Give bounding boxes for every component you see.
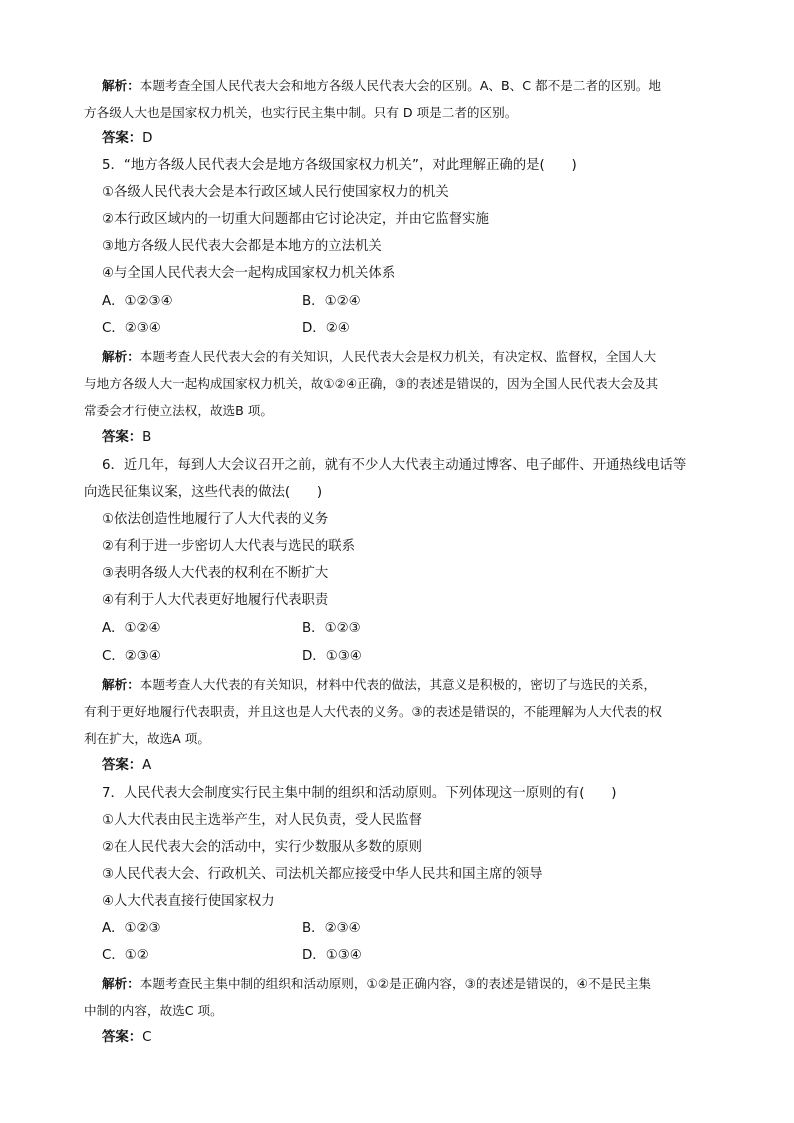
q5-option-a: A．①②③④ — [102, 294, 173, 309]
q7-explanation-line-1: 解析：本题考查民主集中制的组织和活动原则，①②是正确内容，③的表述是错误的，④不是民主集 — [102, 976, 651, 991]
q4-explanation-label: 解析： — [102, 78, 140, 93]
q7-answer-value: C — [142, 1030, 152, 1045]
q5-option-c: C．②③④ — [102, 321, 161, 336]
q7-option-a: A．①②③ — [102, 921, 161, 936]
q6-item-1: ①依法创造性地履行了人大代表的义务 — [102, 512, 329, 527]
q6-answer-label: 答案： — [102, 758, 143, 773]
q7-option-d: D．①③④ — [302, 948, 362, 963]
q5-explanation-label: 解析： — [102, 349, 140, 364]
q5-option-b: B．①②④ — [302, 294, 361, 309]
q7-stem: 7．人民代表大会制度实行民主集中制的组织和活动原则。下列体现这一原则的有( ) — [102, 786, 617, 801]
q6-explanation-line-2: 有利于更好地履行代表职责，并且这也是人大代表的义务。③的表述是错误的，不能理解为人大代表的权 — [84, 704, 663, 719]
q4-answer-label: 答案： — [102, 131, 143, 146]
q7-item-4: ④人大代表直接行使国家权力 — [102, 894, 275, 909]
q4-answer-value: D — [142, 131, 153, 146]
q5-option-d: D．②④ — [302, 321, 350, 336]
q7-item-3: ③人民代表大会、行政机关、司法机关都应接受中华人民共和国主席的领导 — [102, 867, 543, 882]
q6-item-2: ②有利于进一步密切人大代表与选民的联系 — [102, 539, 356, 554]
q6-explanation-line-1: 解析：本题考查人大代表的有关知识，材料中代表的做法，其意义是积极的，密切了与选民的关系， — [102, 677, 657, 692]
q6-answer — [102, 757, 151, 775]
q4-explanation-line-1: 解析：本题考查全国人民代表大会和地方各级人民代表大会的区别。A、B、C 都不是二者的区别。地 — [102, 78, 661, 93]
q5-item-3: ③地方各级人民代表大会都是本地方的立法机关 — [102, 239, 382, 254]
q6-explanation-line-3: 利在扩大，故选A 项。 — [84, 731, 210, 746]
q5-answer-value: B — [142, 430, 152, 445]
q4-explanation-line-2: 方各级人大也是国家权力机关，也实行民主集中制。只有 D 项是二者的区别。 — [84, 105, 518, 120]
q6-stem-line-2: 向选民征集议案，这些代表的做法( ) — [84, 485, 323, 500]
q7-answer-label: 答案： — [102, 1030, 143, 1045]
q6-option-c: C．②③④ — [102, 649, 161, 664]
q6-item-4: ④有利于人大代表更好地履行代表职责 — [102, 593, 329, 608]
q7-option-b: B．②③④ — [302, 921, 361, 936]
q6-option-d: D．①③④ — [302, 649, 362, 664]
q7-item-2: ②在人民代表大会的活动中，实行少数服从多数的原则 — [102, 840, 422, 855]
q5-explanation-line-2: 与地方各级人大一起构成国家权力机关，故①②④正确，③的表述是错误的，因为全国人民代表大会及其 — [84, 376, 659, 391]
q5-item-2: ②本行政区域内的一切重大问题都由它讨论决定，并由它监督实施 — [102, 212, 489, 227]
q6-option-b: B．①②③ — [302, 621, 361, 636]
q7-explanation-label: 解析： — [102, 976, 140, 991]
q7-answer — [102, 1029, 152, 1047]
q6-stem-line-1: 6．近几年，每到人大会议召开之前，就有不少人大代表主动通过博客、电子邮件、开通热线电话等 — [102, 458, 687, 473]
q7-item-1: ①人大代表由民主选举产生，对人民负责，受人民监督 — [102, 813, 422, 828]
q5-explanation-line-1: 解析：本题考查人民代表大会的有关知识，人民代表大会是权力机关，有决定权、监督权，全国人大 — [102, 349, 657, 364]
q7-option-c: C．①② — [102, 948, 149, 963]
q6-explanation-label: 解析： — [102, 677, 140, 692]
q7-explanation-line-2: 中制的内容，故选C 项。 — [84, 1003, 223, 1018]
q4-answer — [102, 130, 152, 148]
q5-item-4: ④与全国人民代表大会一起构成国家权力机关体系 — [102, 266, 396, 281]
q5-explanation-line-3: 常委会才行使立法权，故选B 项。 — [84, 403, 273, 418]
q5-answer — [102, 429, 151, 447]
q6-option-a: A．①②④ — [102, 621, 161, 636]
q5-item-1: ①各级人民代表大会是本行政区域人民行使国家权力的机关 — [102, 185, 449, 200]
q5-answer-label: 答案： — [102, 430, 143, 445]
q5-stem: 5．“地方各级人民代表大会是地方各级国家权力机关”，对此理解正确的是( ) — [102, 158, 577, 173]
q6-answer-value: A — [142, 758, 152, 773]
q6-item-3: ③表明各级人大代表的权利在不断扩大 — [102, 566, 329, 581]
